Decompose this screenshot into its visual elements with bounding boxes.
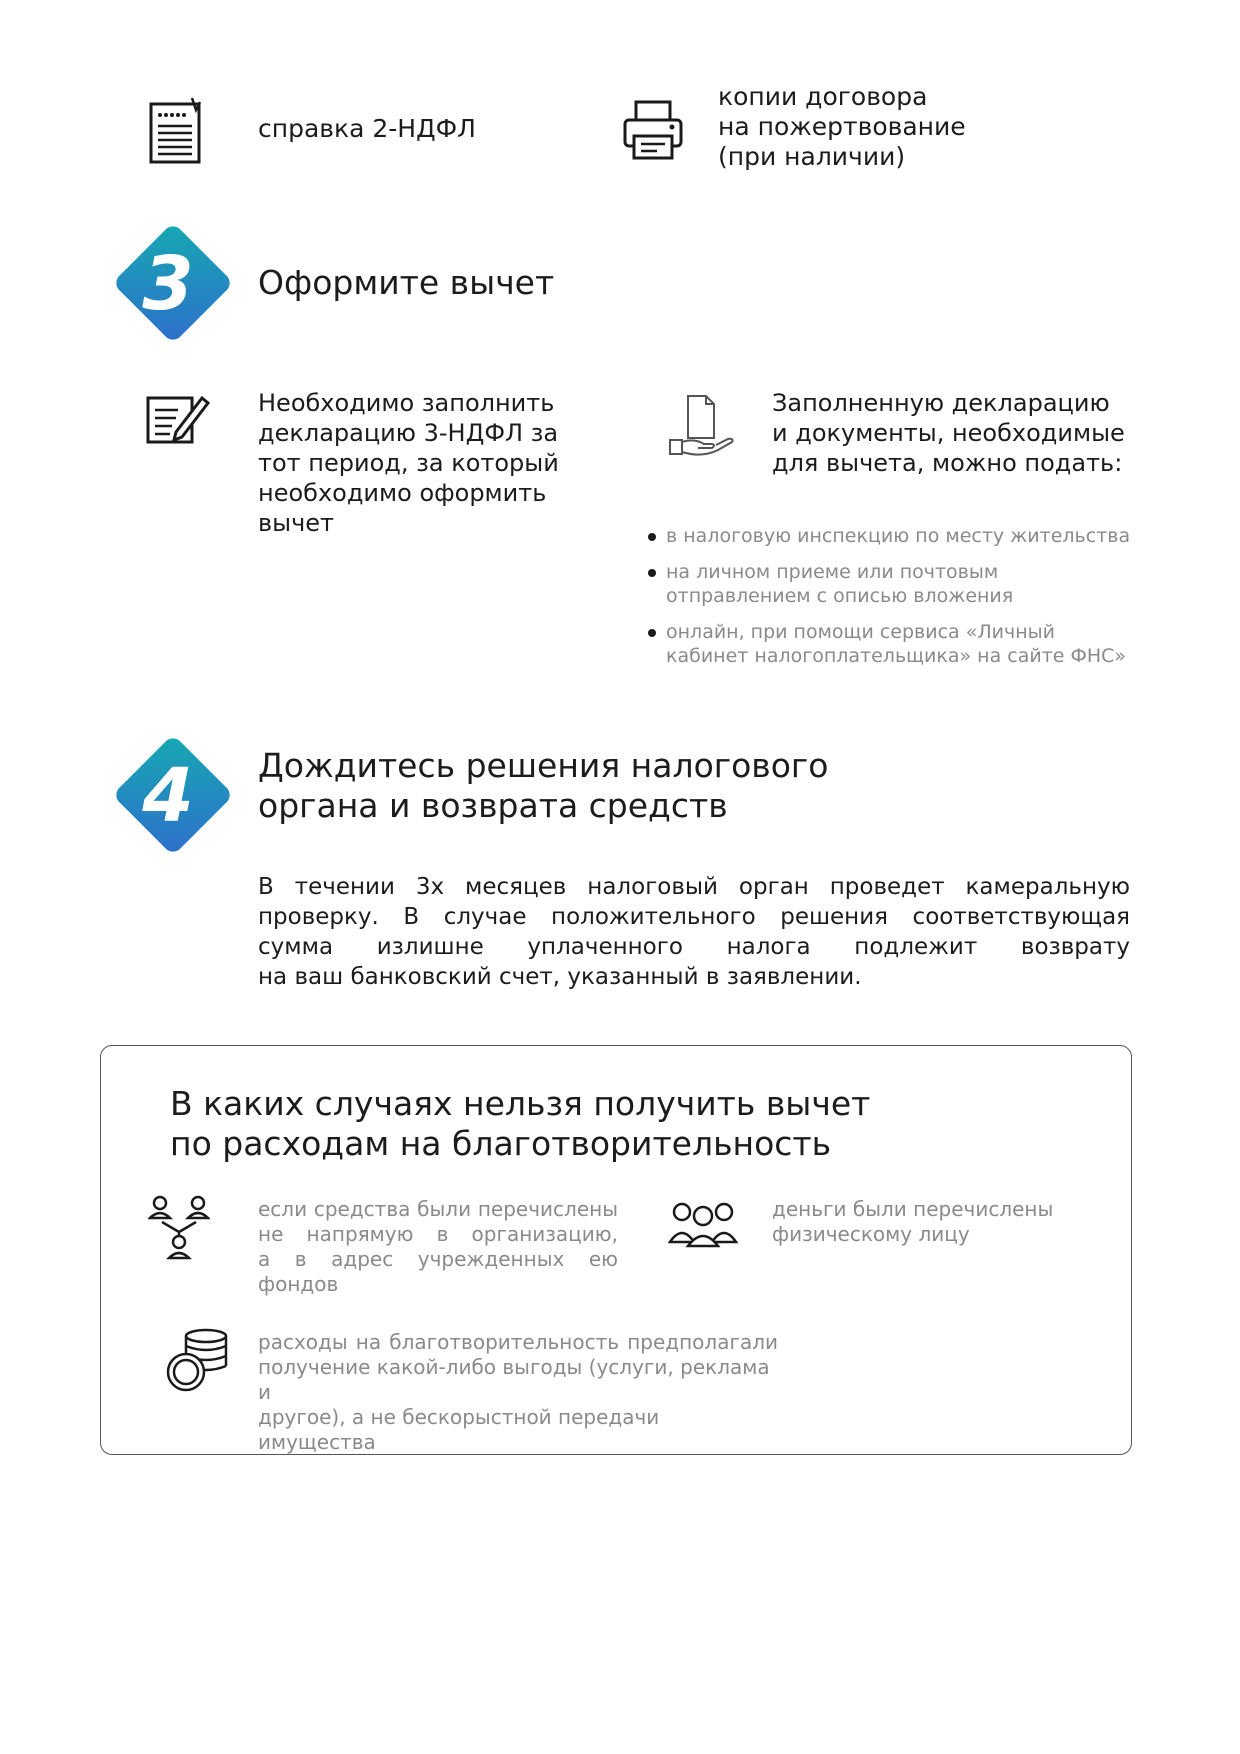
step-3-number: 3 (142, 241, 194, 327)
step-3-right-line-3: для вычета, можно подать: (772, 449, 1123, 477)
step-3-right-line-1: Заполненную декларацию (772, 389, 1110, 417)
step-3-left-line-2: декларацию 3-НДФЛ за (258, 419, 559, 447)
restriction-2-line-2: физическому лицу (772, 1222, 970, 1246)
restrictions-title-line-1: В каких случаях нельзя получить вычет (170, 1084, 871, 1123)
bullet-2-line-1: на личном приеме или почтовым (666, 561, 999, 583)
step-3-left-line-5: вычет (258, 509, 335, 537)
hand-document-icon (666, 392, 736, 462)
bullet-dot (648, 569, 656, 577)
step-3-left-line-3: тот период, за который (258, 449, 559, 477)
people-group-icon (668, 1200, 738, 1250)
restriction-2-line-1: деньги были перечислены (772, 1197, 1054, 1221)
submission-methods-list (648, 524, 1148, 680)
bullet-dot (648, 533, 656, 541)
doc-contract (718, 82, 966, 172)
step-3-left-text (258, 388, 570, 538)
restriction-item-3 (258, 1330, 778, 1455)
step-4-badge (108, 730, 238, 864)
doc-ndfl2: справка 2-НДФЛ (258, 114, 476, 143)
step-4-title-line-1: Дождитесь решения налогового (258, 746, 829, 785)
bullet-1-line-1: в налоговую инспекцию по месту жительства (666, 525, 1131, 547)
step-3-title: Оформите вычет (258, 263, 555, 302)
step-4-text-line-1: В течении 3х месяцев налоговый орган проведет камеральную (258, 874, 1130, 900)
bullet-3-line-2: кабинет налогоплательщика» на сайте ФНС» (666, 645, 1127, 667)
step-4-text-line-4: на ваш банковский счет, указанный в заявлении. (258, 964, 862, 990)
step-3-right-line-2: и документы, необходимые (772, 419, 1125, 447)
step-3-right-text (772, 388, 1138, 478)
step-3-badge (108, 218, 238, 352)
restriction-item-2 (772, 1197, 1092, 1247)
step-4-title-line-2: органа и возврата средств (258, 786, 728, 825)
step-4-number: 4 (142, 753, 194, 839)
doc-contract-line-2: на пожертвование (718, 112, 966, 141)
restrictions-title-line-2: по расходам на благотворительность (170, 1124, 832, 1163)
restriction-3-line-2: получение какой-либо выгоды (услуги, реклама и (258, 1355, 770, 1404)
step-3-left-line-4: необходимо оформить (258, 479, 547, 507)
doc-contract-line-1: копии договора (718, 82, 928, 111)
restriction-item-1 (258, 1197, 618, 1297)
org-network-icon (148, 1194, 210, 1264)
list-item (648, 560, 1148, 608)
bullet-2-line-2: отправлением с описью вложения (666, 585, 1014, 607)
restriction-1-line-2: не напрямую в организацию, (258, 1222, 618, 1246)
step-4-text-line-3: сумма излишне уплаченного налога подлежит возврату (258, 934, 1130, 960)
restrictions-title (170, 1084, 870, 1164)
edit-document-icon (146, 390, 212, 446)
restriction-3-line-3: другое), а не бескорыстной передачи имущества (258, 1405, 660, 1454)
list-item (648, 524, 1148, 548)
step-3-left-line-1: Необходимо заполнить (258, 389, 555, 417)
restriction-1-line-1: если средства были перечислены (258, 1197, 618, 1221)
coins-stack-icon (166, 1326, 232, 1394)
bullet-3-line-1: онлайн, при помощи сервиса «Личный (666, 621, 1055, 643)
step-4-text-line-2: проверку. В случае положительного решения соответствующая (258, 904, 1130, 930)
bullet-dot (648, 629, 656, 637)
document-list-icon (148, 96, 206, 166)
doc-contract-line-3: (при наличии) (718, 142, 906, 171)
step-4-title (258, 746, 828, 826)
restriction-3-line-1: расходы на благотворительность предполагали (258, 1330, 778, 1354)
list-item (648, 620, 1148, 668)
step-4-text (258, 872, 1130, 992)
printer-icon (622, 98, 684, 162)
restriction-1-line-3: а в адрес учрежденных ею фондов (258, 1247, 618, 1296)
